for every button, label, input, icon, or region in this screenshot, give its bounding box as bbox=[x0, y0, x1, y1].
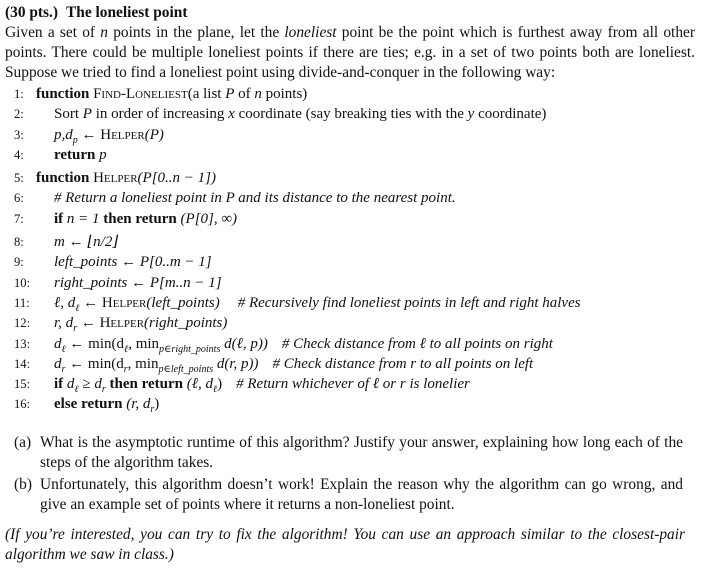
function-name: Helper bbox=[100, 126, 145, 143]
line-code bbox=[54, 313, 227, 333]
code-text: ) bbox=[217, 376, 223, 393]
intro-var-n: n bbox=[100, 24, 108, 41]
question-parts bbox=[14, 433, 695, 515]
line-number: 5: bbox=[14, 171, 24, 186]
algorithm-line-4 bbox=[14, 145, 695, 165]
code-var: (r, d bbox=[122, 396, 151, 413]
line-number: 2: bbox=[14, 107, 24, 122]
line-code bbox=[54, 334, 553, 354]
keyword-if: if bbox=[54, 376, 64, 393]
code-var: P bbox=[82, 106, 92, 123]
line-number: 1: bbox=[14, 87, 24, 101]
code-var: n = 1 bbox=[63, 210, 104, 227]
intro-text: Given a set of bbox=[5, 24, 101, 41]
algorithm-line-5 bbox=[14, 168, 695, 188]
code-text: Sort bbox=[54, 106, 83, 123]
algorithm-line-13 bbox=[14, 334, 695, 354]
code-var: P bbox=[225, 86, 235, 102]
intro-text: point be the point which is furthest away from all other points. There could be multiple loneliest points if there are ties; e.g. in a set of two points both are loneliest. Suppose we tried to find a loneliest point using divide-and-conquer in the following way: bbox=[5, 24, 695, 81]
part-text: What is the asymptotic runtime of this algorithm? Justify your answer, explaining how long each of the steps of the algorithm takes. bbox=[40, 433, 683, 471]
line-number: 14: bbox=[14, 356, 31, 371]
closing-note: (If you’re interested, you can try to fix the algorithm! You can use an approach similar to the closest-pair algorithm we saw in class.) bbox=[5, 525, 685, 563]
code-text: coordinate) bbox=[474, 106, 547, 123]
code-subscript: p∈right_points bbox=[159, 343, 221, 355]
keyword-then-return: then return bbox=[103, 210, 177, 227]
code-var: ≥ d bbox=[78, 376, 102, 393]
algorithm-line-16 bbox=[14, 394, 695, 414]
code-comment: # Check distance from r to all points on left bbox=[272, 355, 534, 372]
line-code bbox=[36, 168, 216, 188]
line-number: 6: bbox=[14, 191, 24, 206]
algorithm-line-15 bbox=[14, 374, 695, 394]
line-code: left_points ← P[0..m − 1] bbox=[54, 254, 212, 271]
code-text: ← bbox=[77, 315, 100, 332]
line-number: 9: bbox=[14, 255, 24, 270]
function-name: Helper bbox=[99, 315, 145, 332]
line-number: 12: bbox=[14, 316, 31, 331]
code-var: (P[0..n − 1]) bbox=[137, 170, 216, 187]
line-number: 3: bbox=[14, 127, 24, 142]
part-label: (a) bbox=[14, 433, 32, 451]
code-subscript: ℓ bbox=[74, 384, 79, 396]
part-text: Unfortunately, this algorithm doesn’t work! Explain the reason why the algorithm can go wrong, and give an example set of points where it returns a non-loneliest point. bbox=[40, 475, 683, 513]
algorithm-line-12 bbox=[14, 313, 695, 333]
question-part-a bbox=[14, 433, 695, 473]
code-text: ← bbox=[79, 294, 102, 311]
line-code bbox=[54, 394, 159, 414]
code-var: d bbox=[54, 335, 62, 352]
keyword-if: if bbox=[54, 210, 64, 227]
line-number: 8: bbox=[14, 235, 24, 250]
code-text: points) bbox=[261, 86, 308, 102]
line-code bbox=[54, 293, 581, 313]
code-var: d(ℓ, p)) bbox=[220, 335, 268, 352]
code-text: ← bbox=[77, 126, 101, 143]
intro-text: points in the plane, let the bbox=[108, 24, 285, 41]
line-code bbox=[54, 354, 533, 374]
function-name: Find-Loneliest bbox=[93, 86, 188, 102]
algorithm-line-1 bbox=[14, 84, 695, 104]
code-subscript: r bbox=[61, 363, 66, 375]
algorithm-line-7 bbox=[14, 209, 695, 229]
part-label: (b) bbox=[14, 475, 32, 493]
algorithm-line-11 bbox=[14, 293, 695, 313]
line-code bbox=[54, 145, 107, 165]
function-name: Helper bbox=[101, 294, 147, 311]
code-var: n bbox=[254, 86, 262, 102]
line-code: right_points ← P[m..n − 1] bbox=[54, 274, 222, 291]
problem-title: The loneliest point bbox=[66, 4, 188, 21]
code-subscript: r bbox=[101, 384, 106, 396]
code-subscript: p bbox=[72, 134, 78, 146]
code-comment: # Check distance from ℓ to all points on right bbox=[281, 335, 553, 352]
code-text: (a list bbox=[187, 86, 226, 102]
line-number: 10: bbox=[14, 275, 31, 290]
code-text: ← min(d bbox=[65, 335, 125, 352]
line-code bbox=[54, 374, 470, 394]
code-text: in order of increasing bbox=[91, 106, 229, 123]
question-part-b bbox=[14, 475, 695, 515]
algorithm-line-9 bbox=[14, 252, 695, 272]
keyword-function: function bbox=[36, 86, 90, 102]
code-var: d bbox=[63, 376, 75, 393]
code-var: d bbox=[54, 355, 62, 372]
problem-heading bbox=[5, 3, 695, 23]
algorithm-line-6 bbox=[14, 188, 695, 208]
code-var: ℓ, d bbox=[54, 294, 76, 311]
code-subscript: ℓ bbox=[75, 302, 80, 314]
code-comment: # Return whichever of ℓ or r is lonelier bbox=[236, 376, 470, 393]
line-number: 13: bbox=[14, 336, 31, 351]
line-number: 15: bbox=[14, 377, 31, 392]
points-value: (30 pts.) bbox=[5, 4, 59, 21]
line-number: 11: bbox=[14, 295, 30, 310]
code-var: d(r, p)) bbox=[213, 355, 259, 372]
keyword-function: function bbox=[36, 170, 90, 187]
code-var: y bbox=[467, 106, 475, 123]
code-subscript: r bbox=[73, 323, 78, 335]
algorithm-listing bbox=[14, 84, 695, 415]
code-var: (left_points) bbox=[146, 294, 220, 311]
code-subscript: ℓ bbox=[124, 343, 129, 355]
code-var: x bbox=[228, 106, 235, 123]
code-subscript: r bbox=[150, 404, 155, 416]
function-name: Helper bbox=[93, 170, 138, 187]
line-code bbox=[54, 209, 237, 229]
line-code: m ← ⌊n/2⌋ bbox=[54, 234, 119, 251]
keyword-else-return: else return bbox=[54, 396, 123, 413]
code-var: (right_points) bbox=[144, 315, 228, 332]
line-code bbox=[54, 125, 164, 145]
code-subscript: ℓ bbox=[212, 384, 218, 396]
code-var: r, d bbox=[54, 315, 74, 332]
line-code bbox=[54, 104, 546, 124]
code-subscript: p∈left_points bbox=[158, 363, 214, 375]
code-comment: # Recursively find loneliest points in left and right halves bbox=[237, 294, 581, 311]
code-subscript: r bbox=[123, 363, 128, 375]
algorithm-line-2 bbox=[14, 104, 695, 124]
code-text: ) bbox=[154, 396, 160, 413]
code-text: , min bbox=[127, 355, 159, 372]
line-code bbox=[36, 84, 307, 104]
code-var: p,d bbox=[54, 126, 73, 143]
algorithm-line-10 bbox=[14, 273, 695, 293]
intro-term-loneliest: loneliest bbox=[284, 24, 337, 41]
code-var: (ℓ, d bbox=[182, 376, 213, 393]
code-var: (P[0], ∞) bbox=[176, 210, 238, 227]
algorithm-line-14 bbox=[14, 354, 695, 374]
code-subscript: ℓ bbox=[61, 343, 66, 355]
code-var: (P) bbox=[144, 126, 164, 143]
keyword-then-return: then return bbox=[105, 376, 183, 393]
algorithm-line-8 bbox=[14, 232, 695, 252]
code-text: , min bbox=[128, 335, 160, 352]
problem-intro bbox=[5, 23, 695, 83]
code-comment: # Return a loneliest point in P and its distance to the nearest point. bbox=[54, 190, 456, 207]
code-text: of bbox=[234, 86, 255, 102]
keyword-return: return bbox=[54, 146, 96, 163]
line-number: 4: bbox=[14, 147, 24, 162]
line-number: 7: bbox=[14, 211, 24, 226]
code-var: p bbox=[95, 146, 107, 163]
code-text: coordinate (say breaking ties with the bbox=[234, 106, 468, 123]
algorithm-line-3 bbox=[14, 125, 695, 145]
line-number: 16: bbox=[14, 397, 31, 412]
code-text: ← min(d bbox=[65, 355, 124, 372]
